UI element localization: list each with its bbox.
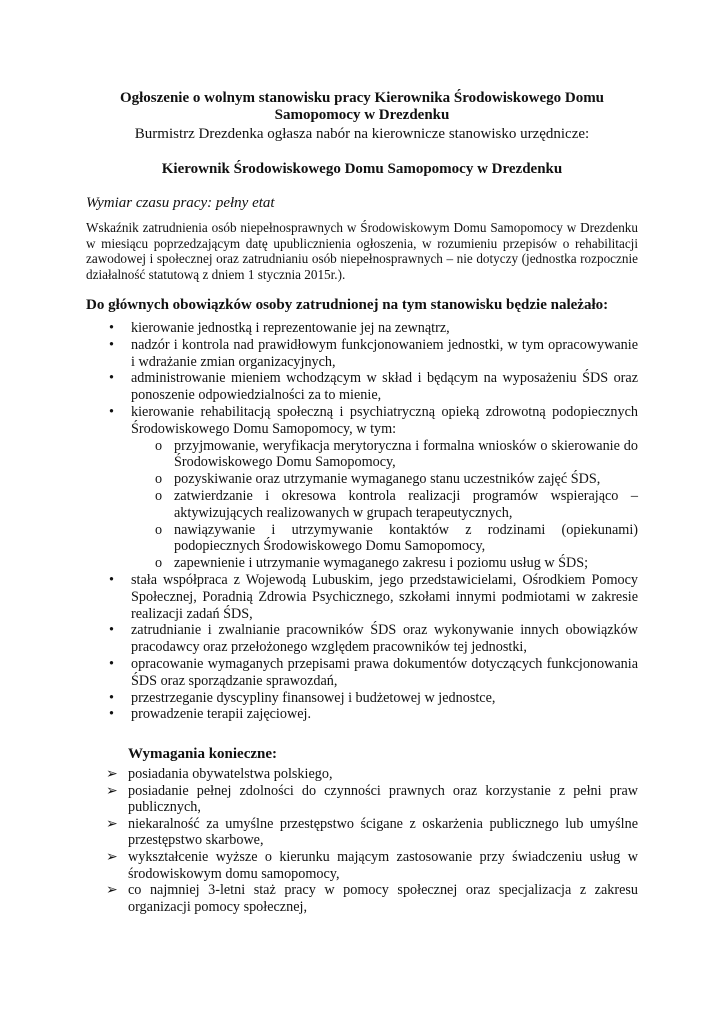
subduty-text: zatwierdzanie i okresowa kontrola realizacji programów wspierająco – aktywizujących realizowanych w grupach terapeutycznych,	[174, 487, 638, 521]
requirement-text: posiadanie pełnej zdolności do czynności prawnych oraz korzystanie z pełni praw publicznych,	[128, 782, 638, 816]
announcement: Burmistrz Drezdenka ogłasza nabór na kierownicze stanowisko urzędnicze:	[134, 126, 590, 142]
list-item	[86, 622, 638, 656]
duty-text: stała współpraca z Wojewodą Lubuskim, jego przedstawicielami, Ośrodkiem Pomocy Społecznej, Poradnią Zdrowia Psychicznego, szkołami innymi podmiotami w zakresie realizacji zadań ŚDS,	[131, 571, 638, 622]
page-title	[86, 90, 638, 124]
requirement-text: wykształcenie wyższe o kierunku mającym zastosowanie przy świadczeniu usług w środowiskowym domu samopomocy,	[128, 848, 638, 882]
duties-list	[86, 320, 638, 723]
bullet-icon: •	[109, 403, 114, 420]
arrow-bullet-icon: ➢	[106, 782, 118, 799]
arrow-bullet-icon: ➢	[106, 882, 118, 899]
sub-list-item	[131, 522, 638, 556]
bullet-icon: •	[109, 622, 114, 639]
list-item	[106, 849, 638, 882]
list-item	[106, 816, 638, 849]
list-item	[86, 656, 638, 690]
bullet-icon: •	[109, 655, 114, 672]
requirement-text: niekaralność za umyślne przestępstwo ścigane z oskarżenia publicznego lub umyślne przestępstwo skarbowe,	[128, 815, 638, 849]
list-item	[106, 783, 638, 816]
subduty-text: przyjmowanie, weryfikacja merytoryczna i formalna wniosków o skierowanie do Środowiskowego Domu Samopomocy,	[174, 437, 638, 471]
requirement-text: co najmniej 3-letni staż pracy w pomocy społecznej oraz specjalizacja z zakresu organizacji pomocy społecznej,	[128, 882, 638, 915]
duty-text: zatrudnianie i zwalnianie pracowników ŚDS oraz wykonywanie innych obowiązków pracodawcy oraz przełożonego względem pracowników tej jednostki,	[131, 622, 638, 656]
list-item	[106, 882, 638, 915]
title-line-1: Ogłoszenie o wolnym stanowisku pracy Kierownika Środowiskowego Domu	[119, 90, 605, 106]
requirements-heading: Wymagania konieczne:	[128, 746, 278, 762]
bullet-icon: •	[109, 706, 114, 723]
employment-indicator-paragraph: Wskaźnik zatrudnienia osób niepełnosprawnych w Środowiskowym Domu Samopomocy w Drezdenku w miesiącu poprzedzającym datę upublicznienia ogłoszenia, w rozumieniu przepisów o rehabilitacji zawodowej i społecznej oraz zatrudnianiu osób niepełnosprawnych – nie dotyczy (jednostka rozpocznie działalność statutową z dniem 1 stycznia 2015r.).	[86, 220, 638, 282]
duty-text: opracowanie wymaganych przepisami prawa dokumentów dotyczących funkcjonowania ŚDS oraz sporządzanie sprawozdań,	[131, 655, 638, 689]
arrow-bullet-icon: ➢	[106, 848, 118, 865]
list-item	[86, 404, 638, 572]
arrow-bullet-icon: ➢	[106, 766, 118, 782]
list-item	[86, 706, 638, 723]
requirement-text: posiadania obywatelstwa polskiego,	[128, 766, 333, 782]
duties-heading: Do głównych obowiązków osoby zatrudnionej na tym stanowisku będzie należało:	[86, 297, 609, 313]
arrow-bullet-icon: ➢	[106, 815, 118, 832]
bullet-icon: •	[109, 571, 114, 588]
duty-text: kierowanie rehabilitacją społeczną i psychiatryczną opieką zdrowotną podopiecznych Środowiskowego Domu Samopomocy, w tym:	[131, 403, 638, 437]
list-item	[86, 320, 638, 337]
circle-bullet-icon: o	[155, 437, 163, 454]
sub-list-item	[131, 471, 638, 488]
title-line-2: Samopomocy w Drezdenku	[274, 107, 450, 123]
duty-text: administrowanie mieniem wchodzącym w skład i będącym na wyposażeniu ŚDS oraz ponoszenie odpowiedzialności za to mienie,	[131, 370, 638, 404]
duty-text: przestrzeganie dyscypliny finansowej i budżetowej w jednostce,	[131, 689, 496, 706]
subduty-text: zapewnienie i utrzymanie wymaganego zakresu i poziomu usług w ŚDS;	[174, 555, 589, 572]
position-title: Kierownik Środowiskowego Domu Samopomocy w Drezdenku	[161, 161, 563, 177]
duty-text: kierowanie jednostką i reprezentowanie jej na zewnątrz,	[131, 320, 450, 336]
list-item	[86, 690, 638, 707]
subduty-text: pozyskiwanie oraz utrzymanie wymaganego stanu uczestników zajęć ŚDS,	[174, 471, 601, 488]
subduty-text: nawiązywanie i utrzymywanie kontaktów z rodzinami (opiekunami) podopiecznych Środowiskowego Domu Samopomocy,	[174, 521, 638, 555]
circle-bullet-icon: o	[155, 521, 163, 538]
bullet-icon: •	[109, 320, 114, 336]
circle-bullet-icon: o	[155, 471, 163, 488]
circle-bullet-icon: o	[155, 555, 163, 572]
sub-list-item	[131, 438, 638, 472]
list-item	[86, 370, 638, 404]
bullet-icon: •	[109, 689, 114, 706]
sub-list-item	[131, 555, 638, 572]
bullet-icon: •	[109, 336, 114, 353]
duty-text: nadzór i kontrola nad prawidłowym funkcjonowaniem jednostki, w tym opracowywanie i wdrażanie zmian organizacyjnych,	[131, 336, 638, 370]
duty-text: prowadzenie terapii zajęciowej.	[131, 706, 312, 723]
circle-bullet-icon: o	[155, 487, 163, 504]
work-time: Wymiar czasu pracy: pełny etat	[86, 195, 275, 211]
list-item	[106, 766, 638, 783]
bullet-icon: •	[109, 370, 114, 387]
list-item	[86, 572, 638, 622]
requirements-list	[106, 766, 638, 915]
sub-list	[131, 438, 638, 572]
sub-list-item	[131, 488, 638, 522]
list-item	[86, 337, 638, 371]
